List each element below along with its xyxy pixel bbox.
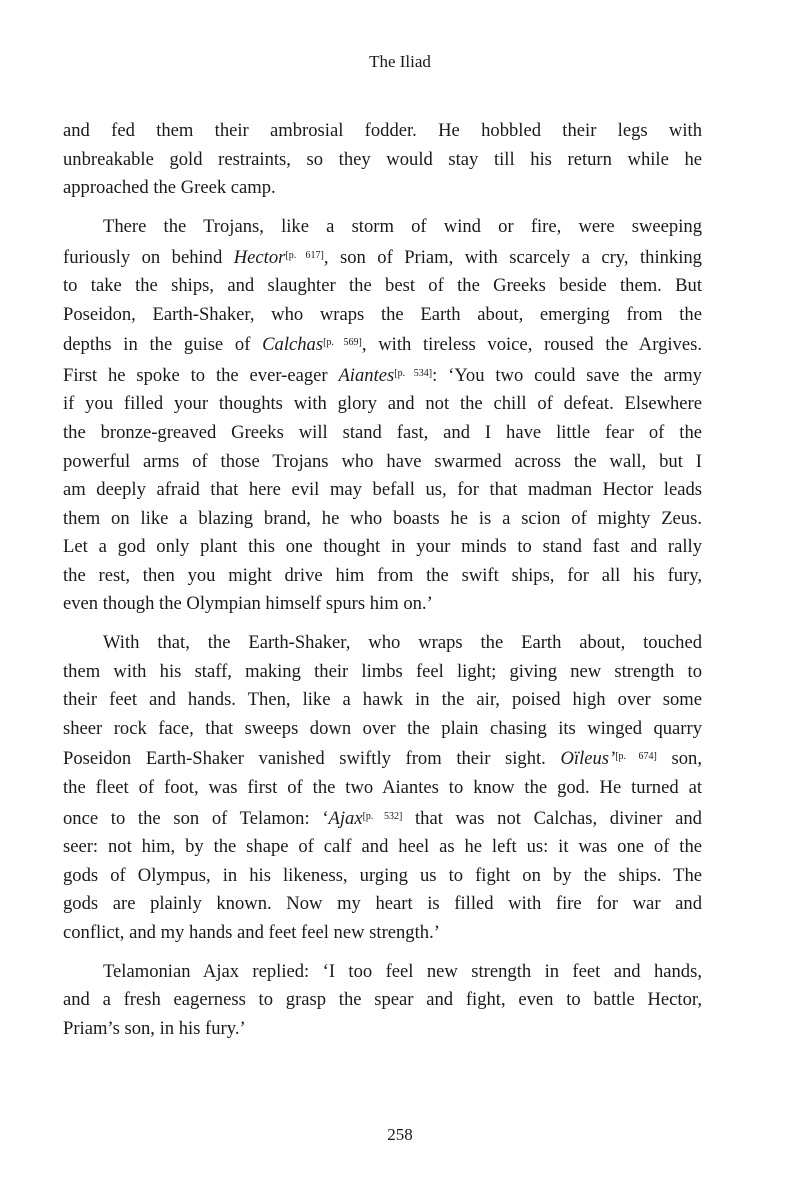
text-run: Priam’s son, in his fury.’ [63, 1017, 246, 1039]
text-line [63, 476, 702, 505]
text-line [63, 117, 702, 146]
text-run: even though the Olympian himself spurs him on.’ [63, 593, 433, 615]
text-run: With that, the Earth-Shaker, who wraps the Earth about, touched [103, 632, 702, 654]
text-run: to take the ships, and slaughter the best of the Greeks beside them. But [63, 275, 702, 297]
text-line [63, 301, 702, 330]
text-line [63, 743, 702, 774]
text-line [63, 629, 702, 658]
text-line [63, 715, 702, 744]
page-reference[interactable]: [p. 674] [615, 751, 657, 763]
text-run: , with tireless voice, roused the Argives. [361, 334, 702, 356]
text-run: furiously on behind [63, 246, 234, 268]
text-run: Telamonian Ajax replied: ‘I too feel new strength in feet and hands, [103, 960, 702, 982]
paragraph [63, 117, 702, 203]
text-line [63, 174, 702, 203]
text-line [63, 1015, 702, 1044]
text-run: : ‘You two could save the army [432, 364, 702, 386]
italic-name: Ajax [328, 807, 363, 829]
text-line [63, 919, 702, 948]
text-line [63, 419, 702, 448]
paragraph [63, 958, 702, 1044]
text-line [63, 329, 702, 360]
text-run: the fleet of foot, was first of the two Aiantes to know the god. He turned at [63, 777, 702, 799]
text-line [63, 986, 702, 1015]
text-run: the rest, then you might drive him from the swift ships, for all his fury, [63, 564, 702, 586]
text-run: if you filled your thoughts with glory and not the chill of defeat. Elsewhere [63, 393, 702, 415]
page-reference[interactable]: [p. 569] [323, 337, 362, 349]
text-run: approached the Greek camp. [63, 177, 276, 199]
body-text [63, 117, 702, 1054]
text-line [63, 360, 702, 391]
text-line [63, 213, 702, 242]
page-reference[interactable]: [p. 534] [394, 367, 433, 379]
text-line [63, 686, 702, 715]
text-run: , son of Priam, with scarcely a cry, thinking [323, 246, 702, 268]
text-line [63, 390, 702, 419]
text-line [63, 505, 702, 534]
text-line [63, 533, 702, 562]
text-run: depths in the guise of [63, 334, 263, 356]
text-line [63, 958, 702, 987]
text-line [63, 862, 702, 891]
text-run: and fed them their ambrosial fodder. He hobbled their legs with [63, 120, 702, 141]
text-line [63, 146, 702, 175]
text-line [63, 658, 702, 687]
text-run: once to the son of Telamon: ‘ [63, 807, 329, 829]
text-run: unbreakable gold restraints, so they would stay till his return while he [63, 148, 702, 170]
text-line [63, 774, 702, 803]
text-run: them with his staff, making their limbs feel light; giving new strength to [63, 660, 702, 682]
italic-name: Hector [233, 246, 286, 268]
text-line [63, 448, 702, 477]
text-run: their feet and hands. Then, like a hawk in the air, poised high over some [63, 689, 702, 711]
italic-name: Oïleus’ [560, 748, 616, 770]
italic-name: Aiantes [338, 364, 395, 386]
text-line [63, 833, 702, 862]
text-run: powerful arms of those Trojans who have swarmed across the wall, but I [63, 450, 702, 472]
text-run: am deeply afraid that here evil may befall us, for that madman Hector leads [63, 479, 702, 501]
text-run: them on like a blazing brand, he who boasts he is a scion of mighty Zeus. [63, 507, 702, 529]
page-reference[interactable]: [p. 617] [285, 249, 324, 261]
text-run: the bronze-greaved Greeks will stand fast, and I have little fear of the [63, 421, 702, 443]
text-run: gods are plainly known. Now my heart is filled with fire for war and [63, 893, 702, 915]
running-header: The Iliad [369, 52, 431, 71]
text-run: Poseidon Earth-Shaker vanished swiftly from their sight. [63, 748, 561, 770]
text-line [63, 590, 702, 619]
text-run: There the Trojans, like a storm of wind or fire, were sweeping [103, 216, 702, 238]
text-run: seer: not him, by the shape of calf and heel as he left us: it was one of the [63, 836, 702, 858]
text-run: that was not Calchas, diviner and [402, 807, 702, 829]
text-run: and a fresh eagerness to grasp the spear and fight, even to battle Hector, [63, 989, 702, 1011]
page-reference[interactable]: [p. 532] [362, 810, 403, 822]
paragraph [63, 213, 702, 619]
text-run: conflict, and my hands and feet feel new strength.’ [63, 921, 440, 943]
italic-name: Calchas [262, 334, 324, 356]
text-run: Let a god only plant this one thought in your minds to stand fast and rally [63, 536, 702, 558]
text-run: sheer rock face, that sweeps down over the plain chasing its winged quarry [63, 717, 702, 739]
text-line [63, 272, 702, 301]
text-line [63, 562, 702, 591]
text-run: Poseidon, Earth-Shaker, who wraps the Earth about, emerging from the [63, 303, 702, 325]
text-line [63, 890, 702, 919]
text-run: First he spoke to the ever-eager [63, 364, 339, 386]
paragraph [63, 629, 702, 947]
text-run: gods of Olympus, in his likeness, urging us to fight on by the ships. The [63, 864, 702, 886]
text-run: son, [656, 748, 702, 770]
page-number: 258 [387, 1125, 413, 1144]
text-line [63, 242, 702, 273]
text-line [63, 803, 702, 834]
